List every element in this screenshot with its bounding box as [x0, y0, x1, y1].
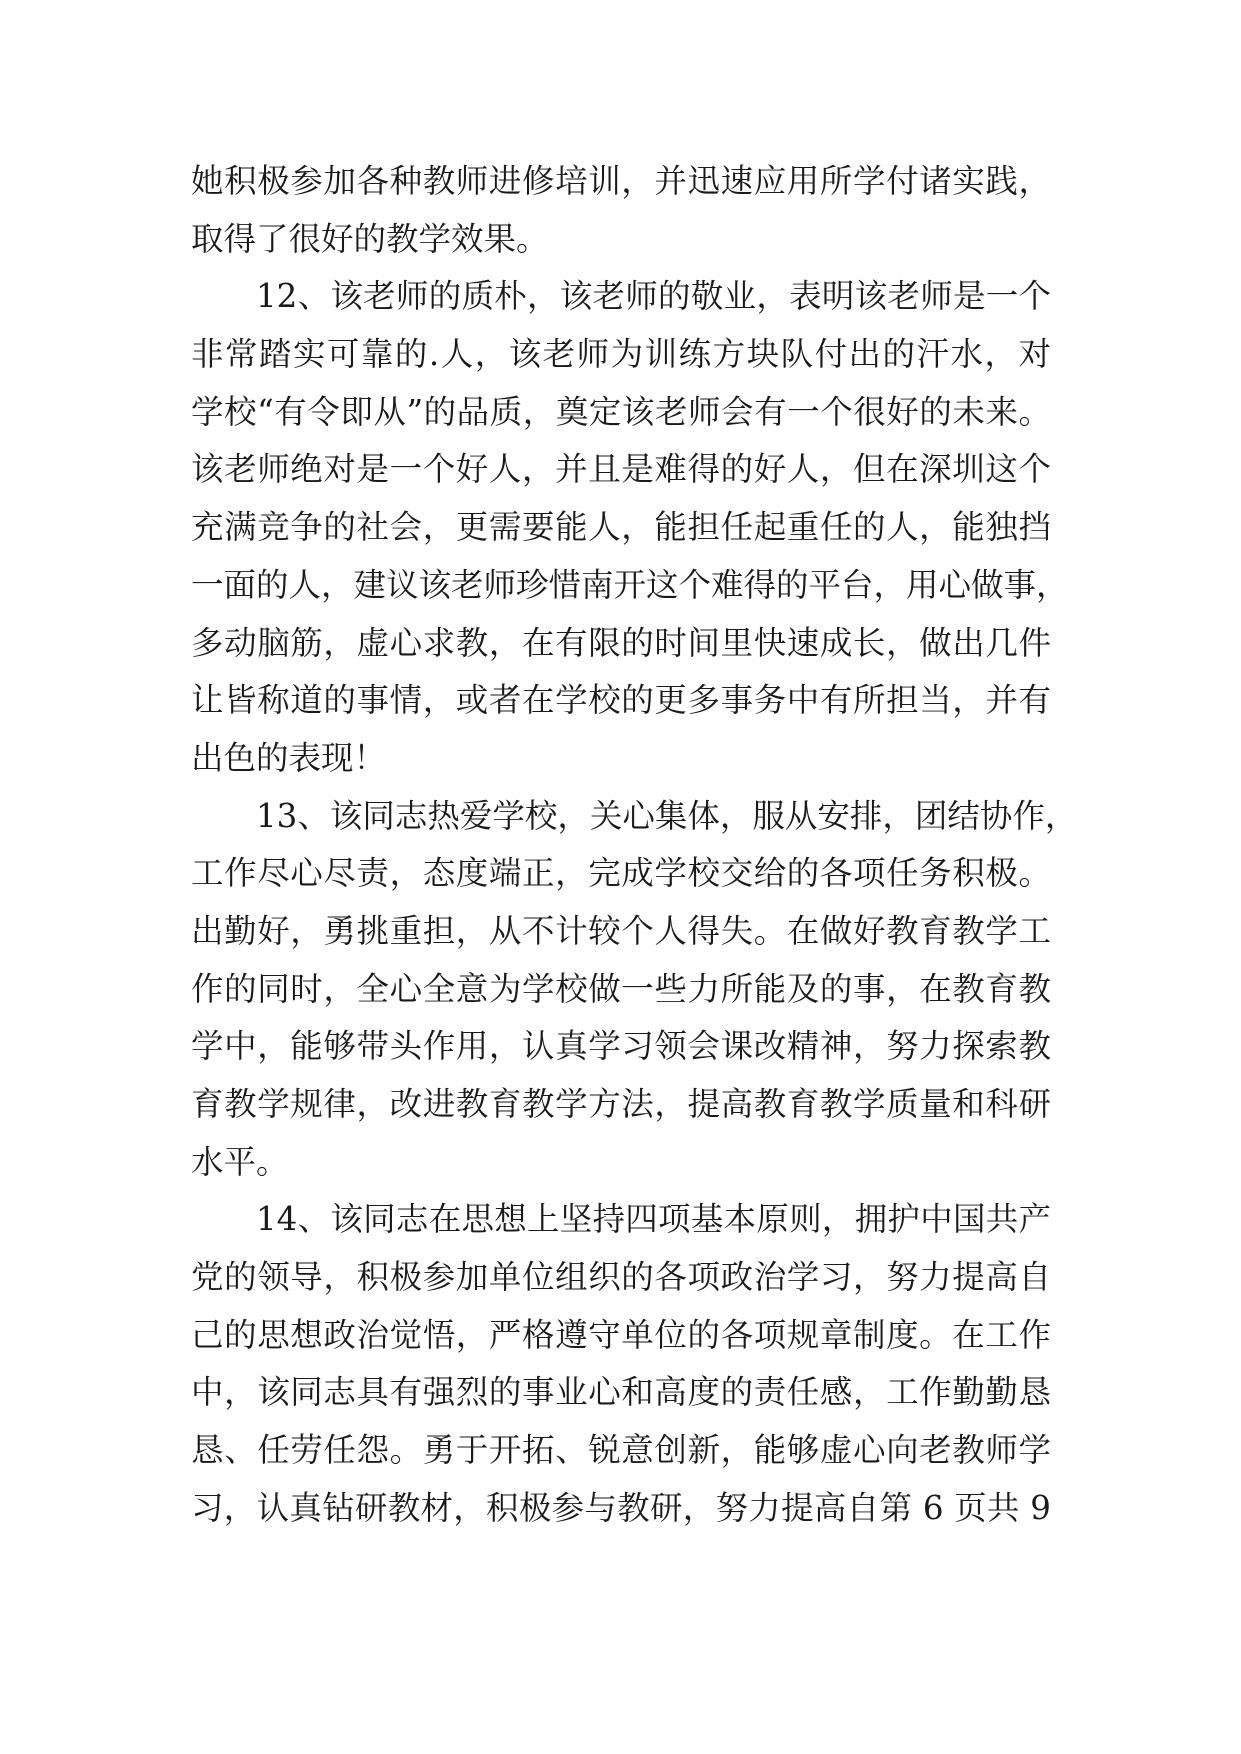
text-line: 恳、任劳任怨。勇于开拓、锐意创新，能够虚心向老教师学 [191, 1431, 1051, 1470]
paragraph-12-start: 12、该老师的质朴，该老师的敬业，表明该老师是一个 [256, 277, 1051, 316]
text-line: 育教学规律，改进教育教学方法，提高教育教学质量和科研 [191, 1085, 1051, 1123]
text-line: 取得了很好的教学效果。 [191, 219, 549, 258]
text-line: 水平。 [191, 1142, 289, 1181]
text-line: 出色的表现！ [191, 738, 387, 777]
text-line: 多动脑筋，虚心求教，在有限的时间里快速成长，做出几件 [191, 623, 1051, 662]
paragraph-13-start: 13、该同志热爱学校，关心集体，服从安排，团结协作， [256, 796, 1078, 835]
text-line: 工作尽心尽责，态度端正，完成学校交给的各项任务积极。 [191, 854, 1051, 893]
text-line: 她积极参加各种教师进修培训，并迅速应用所学付诸实践， [191, 162, 1051, 200]
text-line: 该老师绝对是一个好人，并且是难得的好人，但在深圳这个 [191, 450, 1051, 489]
text-line: 学中，能够带头作用，认真学习领会课改精神，努力探索教 [191, 1027, 1051, 1066]
text-line: 中，该同志具有强烈的事业心和高度的责任感，工作勤勤恳 [191, 1373, 1051, 1412]
text-line: 学校“有令即从”的品质，奠定该老师会有一个很好的未来。 [191, 392, 1051, 431]
text-line: 让皆称道的事情，或者在学校的更多事务中有所担当，并有 [191, 681, 1051, 720]
text-line: 充满竞争的社会，更需要能人，能担任起重任的人，能独挡 [191, 508, 1051, 547]
text-line: 一面的人，建议该老师珍惜南开这个难得的平台，用心做事， [191, 565, 1069, 604]
document-body [191, 153, 1078, 1538]
text-line: 作的同时，全心全意为学校做一些力所能及的事，在教育教 [191, 969, 1051, 1008]
text-line: 出勤好，勇挑重担，从不计较个人得失。在做好教育教学工 [191, 911, 1051, 950]
text-line: 己的思想政治觉悟，严格遵守单位的各项规章制度。在工作 [191, 1315, 1051, 1354]
text-line: 党的领导，积极参加单位组织的各项政治学习，努力提高自 [191, 1258, 1051, 1297]
text-line: 习，认真钻研教材，积极参与教研，努力提高自第 6 页共 9 [191, 1488, 1051, 1527]
text-line: 非常踏实可靠的.人，该老师为训练方块队付出的汗水，对 [191, 335, 1051, 374]
paragraph-14-start: 14、该同志在思想上坚持四项基本原则，拥护中国共产 [256, 1200, 1051, 1239]
